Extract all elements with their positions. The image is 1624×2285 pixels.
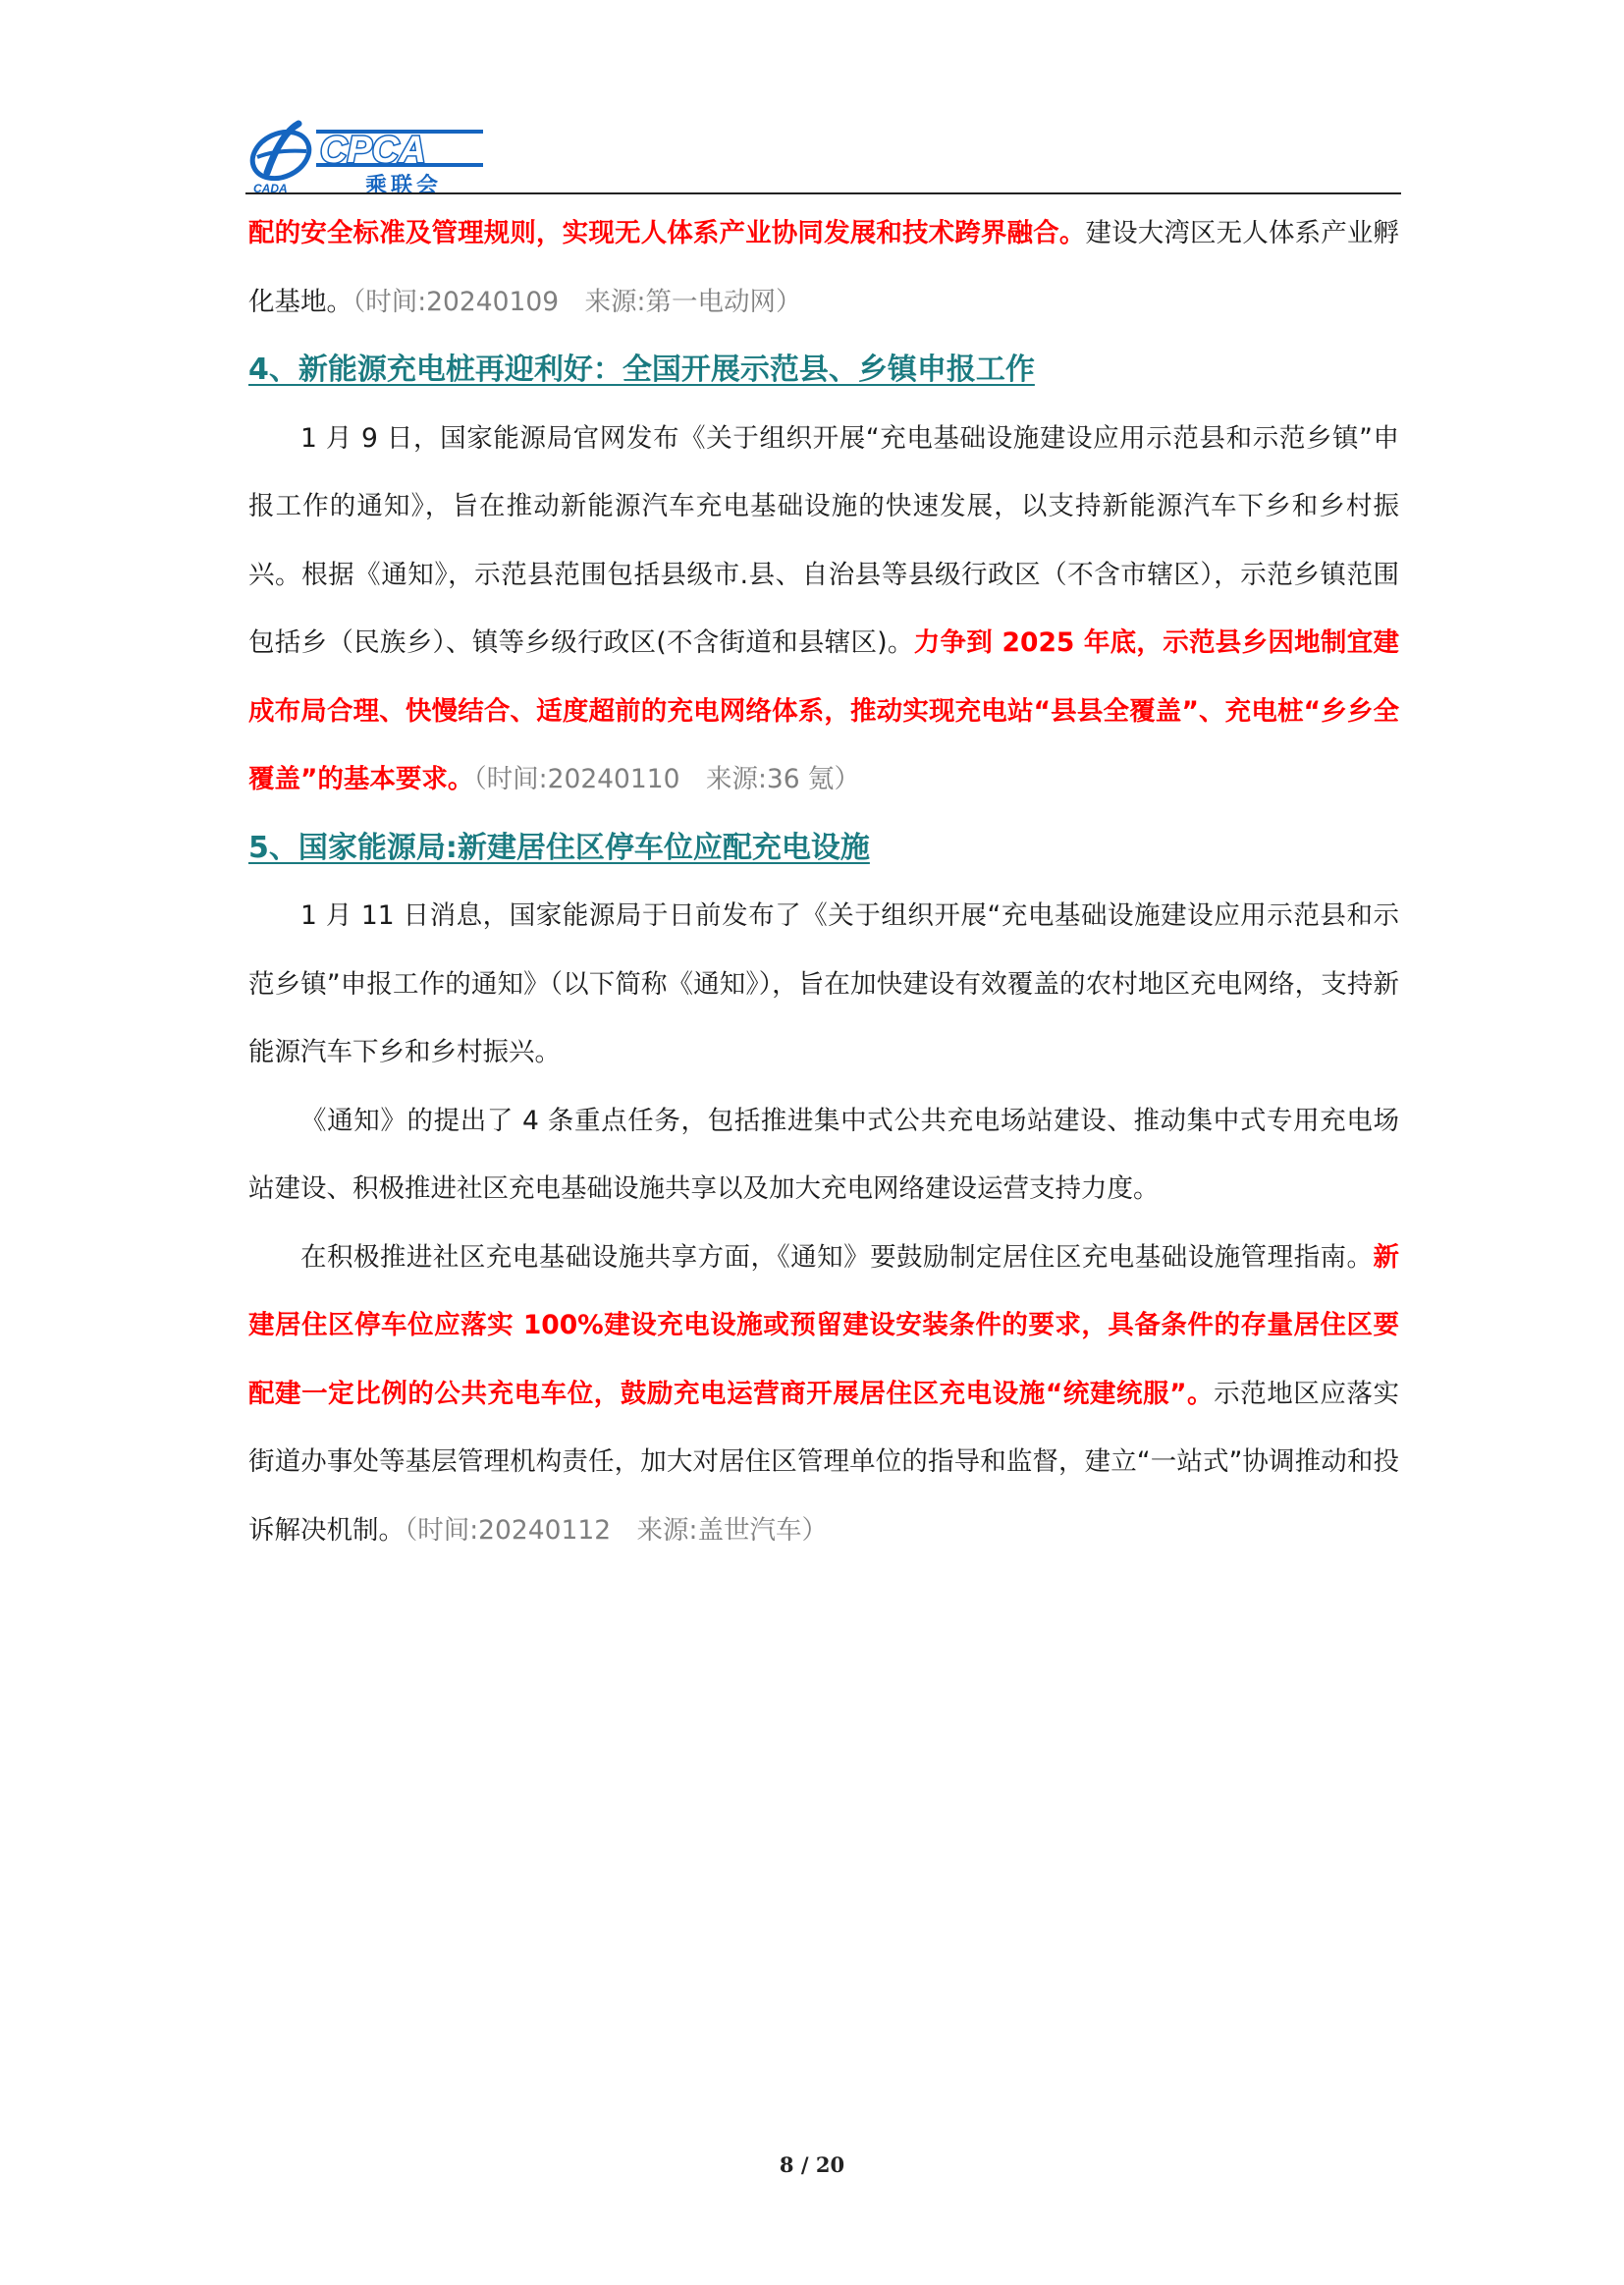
logo-subtext: 乘联会 xyxy=(365,174,443,194)
body-text: 建设大湾区无人体系产业孵化基地。 xyxy=(248,218,1400,317)
section-heading-4 xyxy=(248,336,1399,405)
source-note: （时间:20240112 来源:盖世汽车） xyxy=(405,1514,828,1546)
article-body xyxy=(248,199,1399,1564)
section-heading-5 xyxy=(248,814,1399,883)
section-heading-5-text: 5、国家能源局:新建居住区停车位应配充电设施 xyxy=(248,830,870,865)
body-text-2: 示范地区应落实街道办事处等基层管理机构责任，加大对居住区管理单位的指导和监督，建立“一站式”协调推动和投诉解决机制。 xyxy=(248,1378,1399,1546)
page-number: 8 / 20 xyxy=(779,2152,845,2177)
cpca-globe-logo-icon xyxy=(247,114,483,194)
logo-small-text: CADA xyxy=(253,182,288,194)
header-rule xyxy=(245,192,1401,194)
body-text: 在积极推进社区充电基础设施共享方面，《通知》要鼓励制定居住区充电基础设施管理指南。 xyxy=(300,1241,1374,1273)
paragraph-3: 1 月 11 日消息，国家能源局于日前发布了《关于组织开展“充电基础设施建设应用示范县和示范乡镇”申报工作的通知》（以下简称《通知》），旨在加快建设有效覆盖的农村地区充电网络，支持新能源汽车下乡和乡村振兴。 xyxy=(248,900,1399,1067)
body-text: 1 月 9 日，国家能源局官网发布《关于组织开展“充电基础设施建设应用示范县和示范乡镇”申报工作的通知》，旨在推动新能源汽车充电基础设施的快速发展，以支持新能源汽车下乡和乡村振兴。根据《通知》，示范县范围包括县级市.县、自治县等县级行政区（不含市辖区），示范乡镇范围包括乡（民族乡）、镇等乡级行政区(不含街道和县辖区)。 xyxy=(248,422,1399,658)
paragraph-2 xyxy=(248,405,1399,814)
paragraph-4: 《通知》的提出了 4 条重点任务，包括推进集中式公共充电场站建设、推动集中式专用充电场站建设、积极推进社区充电基础设施共享以及加大充电网络建设运营支持力度。 xyxy=(248,1105,1399,1204)
highlight-text: 力争到 2025 年底，示范县乡因地制宜建成布局合理、快慢结合、适度超前的充电网络体系，推动实现充电站“县县全覆盖”、充电桩“乡乡全覆盖”的基本要求。 xyxy=(248,627,1399,794)
cpca-logo xyxy=(247,114,483,194)
page-header xyxy=(245,108,1401,196)
source-note: （时间:20240110 来源:36 氪） xyxy=(473,764,861,794)
highlight-text: 配的安全标准及管理规则，实现无人体系产业协同发展和技术跨界融合。 xyxy=(248,218,1086,248)
paragraph-5 xyxy=(248,1224,1399,1565)
paragraph-1 xyxy=(248,199,1399,336)
logo-text: CPCA xyxy=(320,130,426,171)
source-note: （时间:20240109 来源:第一电动网） xyxy=(352,286,802,317)
section-heading-4-text: 4、新能源充电桩再迎利好：全国开展示范县、乡镇申报工作 xyxy=(248,353,1035,387)
highlight-text: 新建居住区停车位应落实 100%建设充电设施或预留建设安装条件的要求，具备条件的存量居住区要配建一定比例的公共充电车位，鼓励充电运营商开展居住区充电设施“统建统服”。 xyxy=(248,1241,1399,1409)
